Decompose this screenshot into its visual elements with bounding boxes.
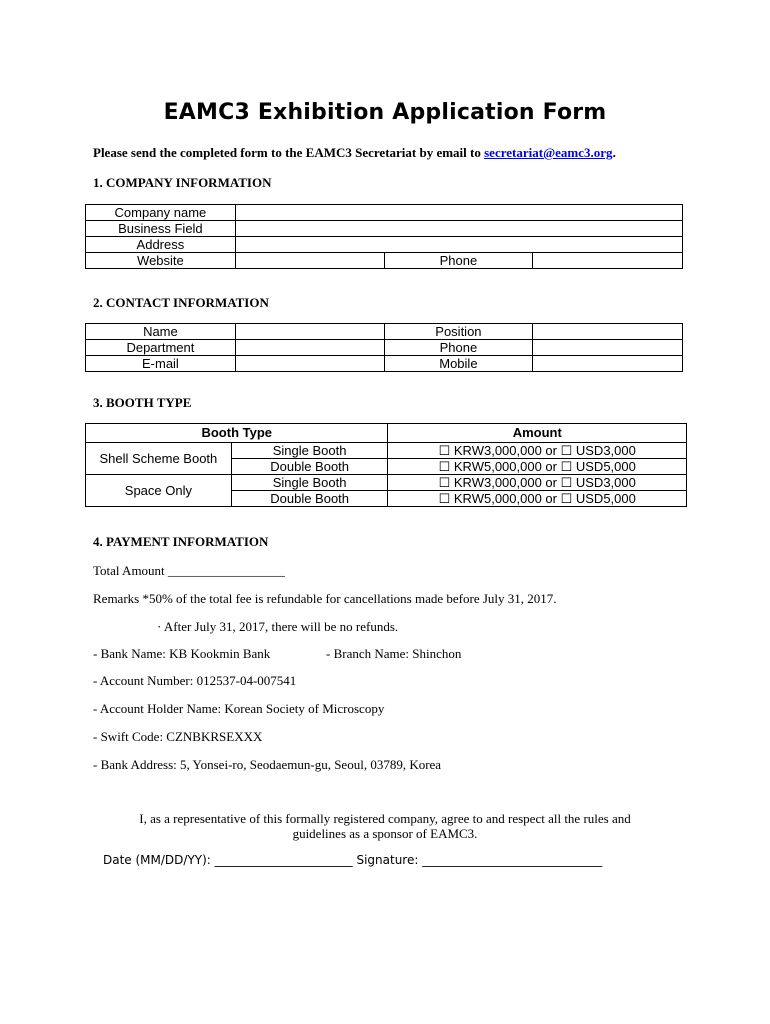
bank-name: - Bank Name: KB Kookmin Bank [93, 646, 271, 661]
address-field[interactable] [235, 237, 682, 253]
declaration-line-2: guidelines as a sponsor of EAMC3. [292, 826, 478, 841]
email-field[interactable] [235, 356, 384, 372]
contact-name-label: Name [86, 324, 236, 340]
account-holder: - Account Holder Name: Korean Society of Microscopy [93, 701, 385, 716]
remarks-no-refund: · After July 31, 2017, there will be no refunds. [157, 619, 399, 634]
contact-phone-label: Phone [384, 340, 533, 356]
bank-address: - Bank Address: 5, Yonsei-ro, Seodaemun-gu, Seoul, 03789, Korea [93, 757, 442, 772]
company-info-table [85, 204, 683, 269]
company-name-label: Company name [86, 205, 236, 221]
swift-code: - Swift Code: CZNBKRSEXXX [93, 729, 263, 744]
booth-type-header: Booth Type [86, 424, 388, 443]
company-phone-field[interactable] [533, 253, 683, 269]
remarks-text: Remarks *50% of the total fee is refundable for cancellations made before July 31, 2017. [93, 591, 557, 606]
business-field-label: Business Field [86, 221, 236, 237]
secretariat-email-link[interactable]: secretariat@eamc3.org [484, 145, 613, 160]
website-field[interactable] [235, 253, 384, 269]
space-single-booth-label: Single Booth [231, 475, 388, 491]
company-name-field[interactable] [235, 205, 682, 221]
shell-single-amount-options[interactable]: ☐ KRW3,000,000 or ☐ USD3,000 [388, 443, 687, 459]
contact-phone-field[interactable] [533, 340, 683, 356]
section-payment-heading: 4. PAYMENT INFORMATION [93, 534, 269, 549]
space-single-amount-options[interactable]: ☐ KRW3,000,000 or ☐ USD3,000 [388, 475, 687, 491]
shell-scheme-group-label: Shell Scheme Booth [86, 443, 232, 475]
section-booth-heading: 3. BOOTH TYPE [93, 395, 192, 410]
amount-header: Amount [388, 424, 687, 443]
intro-suffix: . [612, 145, 616, 160]
section-company-heading: 1. COMPANY INFORMATION [93, 175, 272, 190]
section-contact-heading: 2. CONTACT INFORMATION [93, 295, 269, 310]
space-only-group-label: Space Only [86, 475, 232, 507]
date-signature-line[interactable]: Date (MM/DD/YY): _______________________ Signature: ______________________________ [103, 853, 603, 867]
space-double-amount-options[interactable]: ☐ KRW5,000,000 or ☐ USD5,000 [388, 491, 687, 507]
shell-single-booth-label: Single Booth [231, 443, 388, 459]
department-field[interactable] [235, 340, 384, 356]
position-label: Position [384, 324, 533, 340]
website-label: Website [86, 253, 236, 269]
business-field-field[interactable] [235, 221, 682, 237]
branch-name: - Branch Name: Shinchon [326, 646, 462, 661]
intro-label: Please send the completed form to the EAMC3 Secretariat by email to [93, 145, 485, 160]
position-field[interactable] [533, 324, 683, 340]
shell-double-amount-options[interactable]: ☐ KRW5,000,000 or ☐ USD5,000 [388, 459, 687, 475]
account-number: - Account Number: 012537-04-007541 [93, 673, 297, 688]
shell-double-booth-label: Double Booth [231, 459, 388, 475]
declaration-line-1: I, as a representative of this formally registered company, agree to and respect all the rules and [139, 811, 631, 826]
company-phone-label: Phone [384, 253, 533, 269]
mobile-label: Mobile [384, 356, 533, 372]
address-label: Address [86, 237, 236, 253]
total-amount-line[interactable]: Total Amount __________________ [93, 563, 285, 578]
mobile-field[interactable] [533, 356, 683, 372]
space-double-booth-label: Double Booth [231, 491, 388, 507]
declaration-text [90, 811, 680, 841]
contact-info-table [85, 323, 683, 372]
intro-text [93, 145, 616, 161]
department-label: Department [86, 340, 236, 356]
contact-name-field[interactable] [235, 324, 384, 340]
booth-type-table [85, 423, 687, 507]
form-title: EAMC3 Exhibition Application Form [163, 100, 607, 125]
email-label: E-mail [86, 356, 236, 372]
